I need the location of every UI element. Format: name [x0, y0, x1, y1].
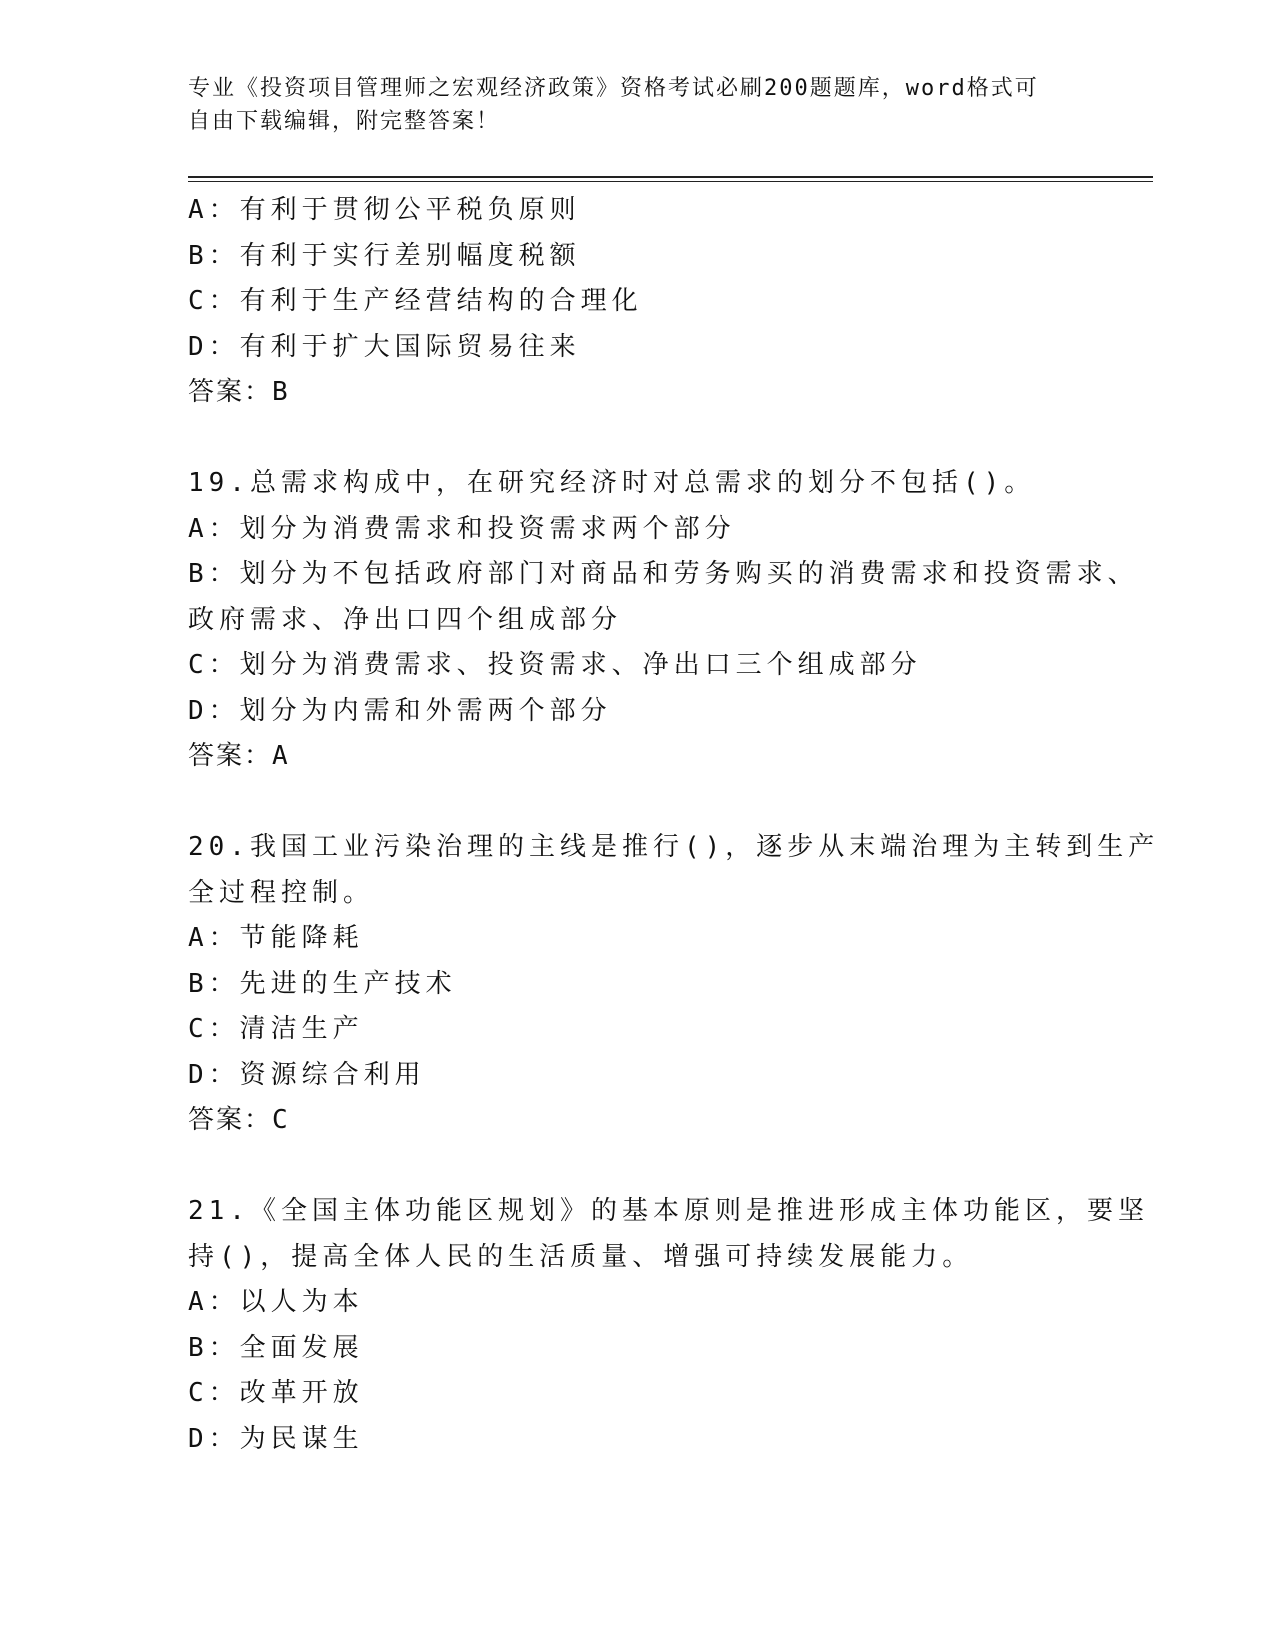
- question-content: [188, 188, 1160, 1462]
- q21-question-line-1: 21.《全国主体功能区规划》的基本原则是推进形成主体功能区，要坚: [188, 1196, 1149, 1226]
- q19-option-b: B：划分为不包括政府部门对商品和劳务购买的消费需求和投资需求、: [188, 559, 1139, 589]
- spacer: [188, 780, 1088, 826]
- q18-option-a: A：有利于贯彻公平税负原则: [188, 195, 581, 225]
- q20-question-line-1: 20.我国工业污染治理的主线是推行()，逐步从末端治理为主转到生产: [188, 832, 1160, 862]
- q21-question-line-2: 持()，提高全体人民的生活质量、增强可持续发展能力。: [188, 1241, 974, 1272]
- q19-option-c: C：划分为消费需求、投资需求、净出口三个组成部分: [188, 650, 922, 680]
- document-header: [188, 72, 1068, 138]
- q18-option-d: D：有利于扩大国际贸易往来: [188, 331, 581, 362]
- q21-option-a: A：以人为本: [188, 1287, 364, 1317]
- q19-option-a: A：划分为消费需求和投资需求两个部分: [188, 513, 736, 544]
- header-divider-thin: [188, 181, 1153, 182]
- q18-option-b: B：有利于实行差别幅度税额: [188, 240, 581, 271]
- q19-option-d: D：划分为内需和外需两个部分: [188, 695, 612, 726]
- q19-answer: 答案：A: [188, 741, 290, 771]
- question-18-block: [188, 188, 1088, 416]
- spacer: [188, 416, 1088, 462]
- q21-option-b: B：全面发展: [188, 1332, 364, 1363]
- q20-question-line-2: 全过程控制。: [188, 877, 375, 908]
- q20-option-a: A：节能降耗: [188, 923, 364, 953]
- q20-answer: 答案：C: [188, 1105, 290, 1135]
- q18-option-c: C：有利于生产经营结构的合理化: [188, 286, 643, 316]
- question-19-block: [188, 461, 1139, 780]
- question-20-block: [188, 825, 1160, 1144]
- header-line-1: 专业《投资项目管理师之宏观经济政策》资格考试必刷200题题库，word格式可: [188, 76, 1039, 101]
- q21-option-d: D：为民谋生: [188, 1423, 364, 1454]
- spacer: [188, 1144, 1088, 1190]
- q18-answer: 答案：B: [188, 377, 290, 407]
- q19-option-b-continued: 政府需求、净出口四个组成部分: [188, 604, 623, 635]
- q19-question: 19.总需求构成中，在研究经济时对总需求的划分不包括()。: [188, 468, 1036, 498]
- q20-option-c: C：清洁生产: [188, 1014, 364, 1044]
- q21-option-c: C：改革开放: [188, 1378, 364, 1408]
- header-line-2: 自由下载编辑，附完整答案！: [188, 109, 501, 134]
- header-divider-thick: [188, 176, 1153, 178]
- q20-option-b: B：先进的生产技术: [188, 968, 457, 999]
- question-21-block: [188, 1189, 1149, 1462]
- q20-option-d: D：资源综合利用: [188, 1059, 426, 1090]
